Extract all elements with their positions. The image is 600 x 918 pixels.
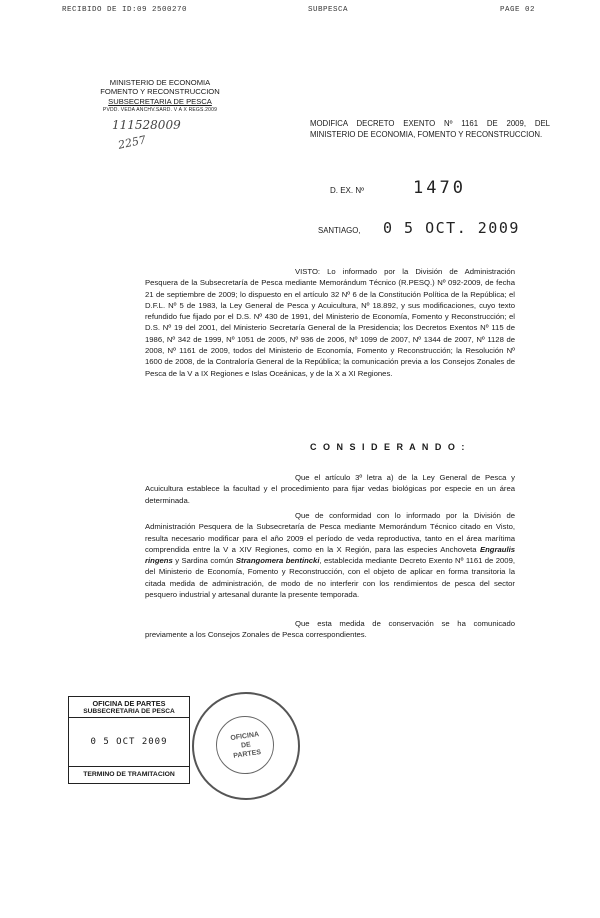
considerando-2-text-b: y Sardina común: [172, 556, 236, 566]
ministry-header: [80, 78, 240, 116]
considerando-paragraph-2: [145, 510, 515, 600]
visto-paragraph: VISTO: Lo informado por la División de Administración Pesquera de la Subsecretaría de Pesca mediante Memorándum Técnico (R.PESQ.) Nº 092-2009, de fecha 21 de septiembre de 2009; lo dispuesto en el artículo 32 Nº 6 de la Constitución Política de la República; el D.F.L. Nº 5 de 1983, la Ley General de Pesca y Acuicultura, Nº 18.892, y sus modificaciones, cuyo texto refundido fue fijado por el D.S. Nº 430 de 1991, del Ministerio de Economía, Fomento y Reconstrucción; el D.S. Nº 19 del 2001, del Ministerio Secretaría General de la Presidencia; los Decretos Exentos Nº 115 de 1986, Nº 342 de 1999, Nº 1051 de 2005, Nº 936 de 2006, Nº 1099 de 2007, Nº 1344 de 2007, Nº 1128 de 2008, Nº 1161 de 2009, todos del Ministerio de Economía, Fomento y Reconstrucción; la Resolución Nº 1600 de 2008, de la Contraloría General de la República; la comunicación previa a los Consejos Zonales de Pesca de la V a IX Regiones e Islas Oceánicas, y de la X a XI Regiones.: [145, 267, 515, 378]
ministry-line-2: FOMENTO Y RECONSTRUCCION: [100, 87, 220, 97]
ministry-line-3: SUBSECRETARIA DE PESCA: [108, 96, 212, 106]
seal-text-line-2: DE: [240, 741, 252, 750]
decree-label: D. EX. Nº: [330, 186, 365, 195]
considerando-2-text-c: , establecida mediante Decreto Exento Nº 1161 de 2009, del Ministerio de Economía, Fomento y Reconstrucción, con el objeto de aplicar en forma transitoria la citada medida de administración, de modo de no interferir con los rendimientos de pesca del sector pesquero industrial y artesanal durante la presente temporada.: [145, 556, 515, 600]
seal-text-line-3: PARTES: [232, 749, 262, 760]
considerando-paragraph-1: Que el artículo 3º letra a) de la Ley General de Pesca y Acuicultura establece la facultad y el procedimiento para fijar vedas biológicas por especie en un área determinada.: [145, 473, 515, 505]
decree-date: 0 5 OCT. 2009: [383, 219, 520, 237]
stamp-title: OFICINA DE PARTES: [92, 699, 166, 708]
seal-text-line-1: OFICINA: [230, 731, 260, 743]
species-sardina: Strangomera bentincki: [235, 556, 320, 566]
oficina-partes-stamp: [68, 696, 190, 784]
fax-header-left: RECIBIDO DE ID:09 2500270: [62, 6, 188, 14]
stamp-footer: TERMINO DE TRAMITACION: [69, 766, 189, 783]
fax-header-right: PAGE 02: [500, 6, 536, 14]
decree-number: 1470: [413, 178, 466, 198]
considerando-title: C O N S I D E R A N D O :: [310, 442, 467, 452]
stamp-date: 0 5 OCT 2009: [90, 737, 168, 747]
considerando-2-text-a: Que de conformidad con lo informado por la División de Administración Pesquera de la Subsecretaría de Pesca mediante Memorándum Técnico citado en Visto, resulta necesario modificar para el año 2009 el período de veda reproductiva, tanto en el área marítima comprendida entre la V a XIV Regiones, como en la X Región, para las especies Anchoveta: [145, 511, 515, 554]
considerando-paragraph-3: Que esta medida de conservación se ha comunicado previamente a los Consejos Zonales de Pesca correspondientes.: [145, 619, 515, 640]
decree-subject: MODIFICA DECRETO EXENTO Nº 1161 DE 2009, DEL MINISTERIO DE ECONOMIA, FOMENTO Y RECONSTRUCCION.: [310, 119, 550, 139]
ministry-line-1: MINISTERIO DE ECONOMIA: [109, 78, 211, 87]
fax-header-center: SUBPESCA: [308, 6, 349, 14]
ministry-line-4: PVDD. VEDA ANCHV.SARD. V A X REGS.2009: [102, 107, 218, 114]
handwritten-mark: 2257: [116, 133, 148, 152]
species-anchoveta: Engraulis ringens: [145, 544, 515, 566]
handwritten-folio: 111528009: [112, 118, 181, 132]
stamp-subtitle: SUBSECRETARIA DE PESCA: [69, 708, 189, 718]
round-seal-icon: [192, 692, 300, 800]
place-label: SANTIAGO,: [318, 226, 361, 235]
